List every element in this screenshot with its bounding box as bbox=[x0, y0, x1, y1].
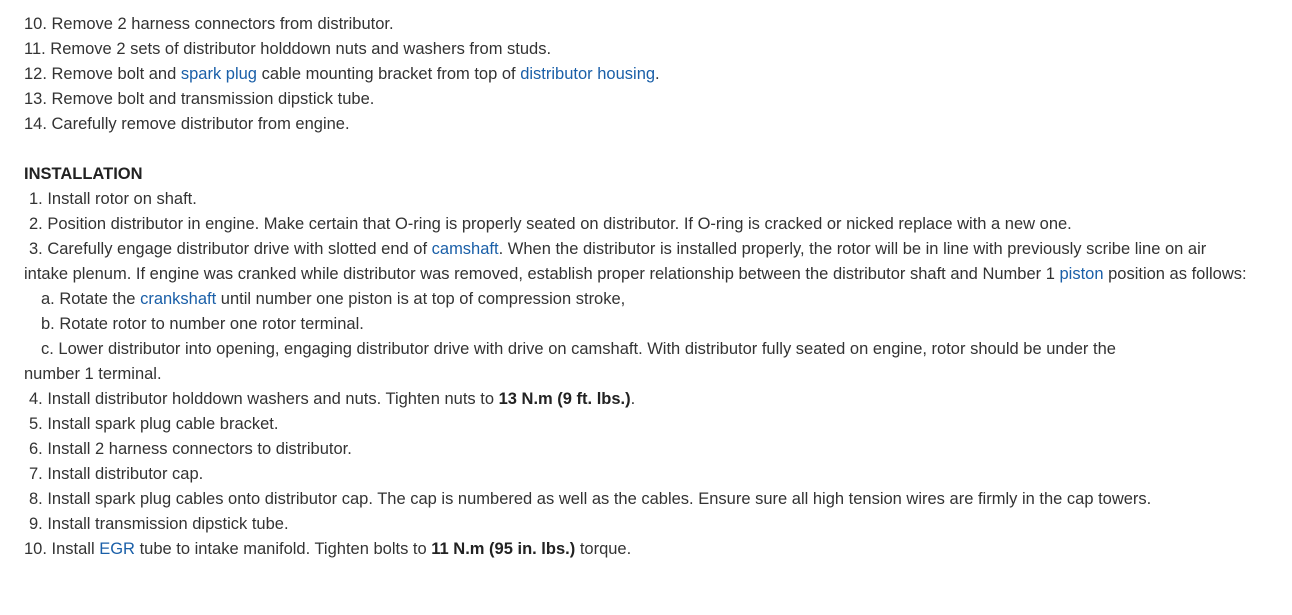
install-step-3 bbox=[24, 237, 1254, 287]
removal-step-12-text-c: . bbox=[655, 65, 660, 83]
install-step-4-text-a: 4. Install distributor holddown washers and nuts. Tighten nuts to bbox=[29, 390, 499, 408]
torque-spec-nuts: 13 N.m (9 ft. lbs.) bbox=[498, 390, 631, 408]
install-step-4-text-b: . bbox=[630, 390, 636, 408]
crankshaft-link[interactable]: crankshaft bbox=[140, 290, 217, 308]
removal-step-13: 13. Remove bolt and transmission dipstick tube. bbox=[24, 90, 375, 108]
installation-heading: INSTALLATION bbox=[24, 165, 143, 183]
install-step-3b: b. Rotate rotor to number one rotor terminal. bbox=[41, 315, 364, 333]
removal-step-12-text-b: cable mounting bracket from top of bbox=[257, 65, 521, 83]
removal-step-14: 14. Carefully remove distributor from engine. bbox=[24, 115, 350, 133]
install-step-3a bbox=[24, 287, 1254, 312]
install-step-3a-text-a: a. Rotate the bbox=[41, 290, 141, 308]
removal-step-12 bbox=[24, 62, 1254, 87]
install-step-3-text-a: 3. Carefully engage distributor drive with slotted end of bbox=[29, 240, 432, 258]
install-step-2: 2. Position distributor in engine. Make certain that O-ring is properly seated on distributor. If O-ring is cracked or nicked replace with a new one. bbox=[29, 215, 1072, 233]
install-step-6: 6. Install 2 harness connectors to distributor. bbox=[29, 440, 352, 458]
install-step-8: 8. Install spark plug cables onto distributor cap. The cap is numbered as well as the cables. Ensure sure all high tension wires are firmly in the cap towers. bbox=[29, 490, 1152, 508]
torque-spec-bolts: 11 N.m (95 in. lbs.) bbox=[431, 540, 576, 558]
install-step-3a-text-b: until number one piston is at top of compression stroke, bbox=[216, 290, 626, 308]
egr-link[interactable]: EGR bbox=[99, 540, 135, 558]
install-step-4 bbox=[24, 387, 1254, 412]
install-step-10-text-a: 10. Install bbox=[24, 540, 100, 558]
removal-step-12-text-a: 12. Remove bolt and bbox=[24, 65, 181, 83]
spark-plug-link[interactable]: spark plug bbox=[180, 65, 257, 83]
install-step-1: 1. Install rotor on shaft. bbox=[29, 190, 197, 208]
install-step-5: 5. Install spark plug cable bracket. bbox=[29, 415, 279, 433]
install-step-10-text-c: torque. bbox=[575, 540, 632, 558]
removal-step-11: 11. Remove 2 sets of distributor holddown nuts and washers from studs. bbox=[24, 40, 552, 58]
install-step-3-text-c: position as follows: bbox=[1103, 265, 1247, 283]
install-step-3-text-b: . When the distributor is installed properly, the rotor will be in line with previously scribe line on air intake plenum. If engine was cranked while distributor was removed, establish proper relationship between the distributor shaft and Number 1 bbox=[24, 240, 1207, 283]
install-step-3c: c. Lower distributor into opening, engaging distributor drive with drive on camshaft. With distributor fully seated on engine, rotor should be under the bbox=[41, 340, 1116, 358]
install-step-7: 7. Install distributor cap. bbox=[29, 465, 204, 483]
piston-link[interactable]: piston bbox=[1059, 265, 1104, 283]
removal-step-10: 10. Remove 2 harness connectors from distributor. bbox=[24, 15, 394, 33]
procedure-document bbox=[24, 12, 1254, 562]
camshaft-link[interactable]: camshaft bbox=[431, 240, 499, 258]
spacer bbox=[24, 137, 1254, 162]
install-step-10-text-b: tube to intake manifold. Tighten bolts to bbox=[134, 540, 432, 558]
distributor-housing-link[interactable]: distributor housing bbox=[520, 65, 656, 83]
install-step-9: 9. Install transmission dipstick tube. bbox=[29, 515, 289, 533]
install-step-10 bbox=[24, 537, 1254, 562]
install-step-3c-continued: number 1 terminal. bbox=[24, 365, 162, 383]
